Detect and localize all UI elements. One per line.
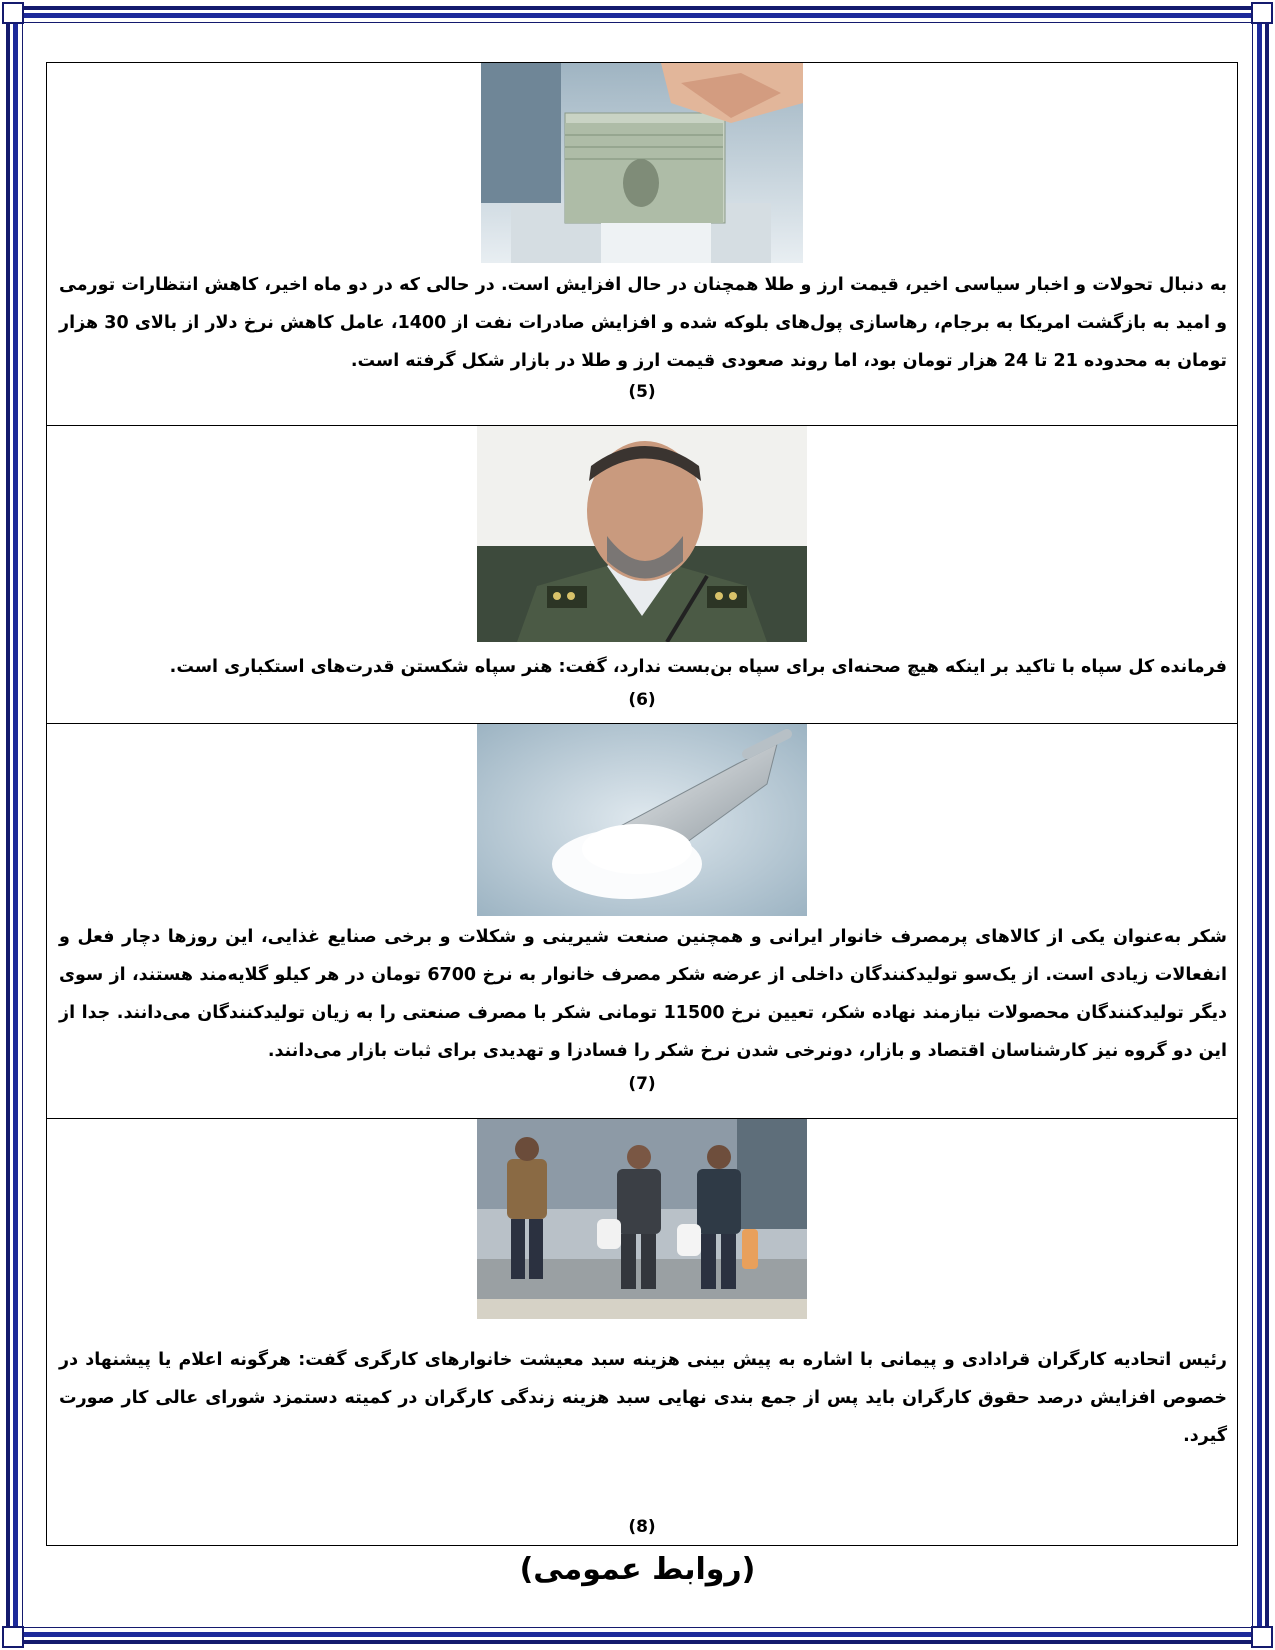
public-relations-label: (روابط عمومی) [519, 1552, 756, 1587]
news-text: فرمانده کل سپاه با تاکید بر اینکه هیچ صحنه‌ای برای سپاه بن‌بست ندارد، گفت: هنر سپاه شکستن قدرت‌های استکباری است. [169, 657, 1227, 677]
money-counting-photo [481, 63, 803, 263]
frame-corner-ornament [2, 1626, 24, 1648]
commander-portrait-photo [477, 426, 807, 642]
news-text: شکر به‌عنوان یکی از کالاهای پرمصرف خانوار ایرانی و همچنین صنعت شیرینی و شکلات و برخی صنایع غذایی، این روزها دچار فعل و انفعالات زیادی است. از یک‌سو تولیدکنندگان داخلی از عرضه شکر مصرف خانوار به نرخ 6700 تومان در هر کیلو گلایه‌مند هستند، از سوی دیگر تولیدکنندگان محصولات نیازمند نهاده شکر، تعیین نرخ 11500 تومانی شکر با مصرف صنعتی را به زیان تولیدکنندگان می‌دانند. جدا از این دو گروه نیز کارشناسان اقتصاد و بازار، دونرخی شدن نرخ شکر را فسادزا و تهدیدی برای ثبات بازار می‌دانند. [59, 927, 1227, 1061]
news-number: (7) [628, 1074, 656, 1094]
frame-corner-ornament [1251, 2, 1273, 24]
news-item [47, 724, 1237, 1119]
news-item [47, 1119, 1237, 1545]
frame-corner-ornament [2, 2, 24, 24]
news-number: (8) [628, 1517, 656, 1537]
news-text: به دنبال تحولات و اخبار سیاسی اخیر، قیمت ارز و طلا همچنان در حال افزایش است. در حالی که در دو ماه اخیر، کاهش انتظارات تورمی و امید به بازگشت امریکا به برجام، رهاسازی پول‌های بلوکه شده و افزایش صادرات نفت از 1400، عامل کاهش نرخ دلار از بالای 30 هزار تومان به محدوده 21 تا 24 هزار تومان بود، اما روند صعودی قیمت ارز و طلا در بازار شکل گرفته است. [59, 275, 1228, 371]
news-text: رئیس اتحادیه کارگران قرادادی و پیمانی با اشاره به پیش بینی هزینه سبد معیشت خانوارهای کارگری گفت: هرگونه اعلام یا پیشنهاد در خصوص افزایش درصد حقوق کارگران باید پس از جمع بندی نهایی سبد هزینه زندگی کارگران در کمیته دستمزد شورای عالی کار صورت گیرد. [59, 1350, 1227, 1446]
news-number: (5) [628, 382, 656, 402]
sugar-scoop-photo [477, 724, 807, 916]
news-table [46, 62, 1238, 1546]
news-item [47, 426, 1237, 724]
news-item [47, 63, 1237, 426]
news-number: (6) [628, 690, 656, 710]
frame-corner-ornament [1251, 1626, 1273, 1648]
workers-walking-photo [477, 1119, 807, 1319]
